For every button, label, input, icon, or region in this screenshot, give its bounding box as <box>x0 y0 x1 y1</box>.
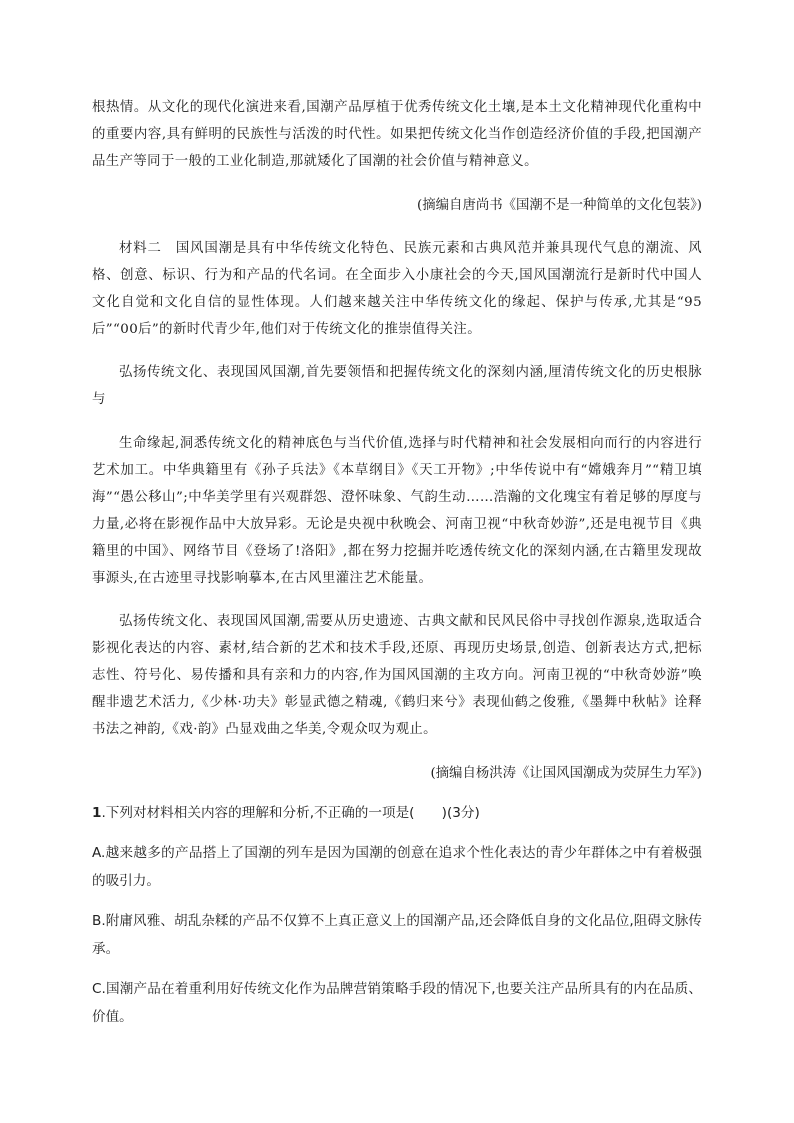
question-stem <box>92 799 702 827</box>
paragraph-heritage-intro: 弘扬传统文化、表现国风国潮,首先要领悟和把握传统文化的深刻内涵,厘清传统文化的历史根脉与 <box>92 365 702 407</box>
paragraph-material-two: 材料二 国风国潮是具有中华传统文化特色、民族元素和古典风范并兼具现代气息的潮流、风格、创意、标识、行为和产品的代名词。在全面步入小康社会的今天,国风国潮流行是新时代中国人文化自觉和文化自信的显性体现。人们越来越关注中华传统文化的缘起、保护与传承,尤其是“95后”“00后”的新时代青少年,他们对于传统文化的推崇值得关注。 <box>92 241 702 337</box>
paragraph-heritage-sources: 弘扬传统文化、表现国风国潮,需要从历史遗迹、古典文献和民风民俗中寻找创作源泉,选取适合影视化表达的内容、素材,结合新的艺术和技术手段,还原、再现历史场景,创造、创新表达方式,把标志性、符号化、易传播和具有亲和力的内容,作为国风国潮的主攻方向。河南卫视的“中秋奇妙游”唤醒非遗艺术活力,《少林·功夫》彰显武德之精魂,《鹤归来兮》表现仙鹤之俊雅,《墨舞中秋帖》诠释书法之神韵,《戏·韵》凸显戏曲之华美,令观众叹为观止。 <box>92 614 702 737</box>
option-a: A.越来越多的产品搭上了国潮的列车是因为国潮的创意在追求个性化表达的青少年群体之中有着极强的吸引力。 <box>92 845 702 889</box>
source-citation-two: (摘编自杨洪涛《让国风国潮成为荧屏生力军》) <box>430 766 702 781</box>
paragraph-material-one-end: 根热情。从文化的现代化演进来看,国潮产品厚植于优秀传统文化土壤,是本土文化精神现代化重构中的重要内容,具有鲜明的民族性与活泼的时代性。如果把传统文化当作创造经济价值的手段,把国潮产品生产等同于一般的工业化制造,那就矮化了国潮的社会价值与精神意义。 <box>92 100 702 169</box>
question-number: 1 <box>92 805 102 821</box>
document-page <box>92 94 702 1031</box>
option-c: C.国潮产品在着重利用好传统文化作为品牌营销策略手段的情况下,也要关注产品所具有的内在品质、价值。 <box>92 981 702 1025</box>
paragraph-heritage-roots: 生命缘起,洞悉传统文化的精神底色与当代价值,选择与时代精神和社会发展相向而行的内容进行艺术加工。中华典籍里有《孙子兵法》《本草纲目》《天工开物》;中华传说中有“嫦娥奔月”“精卫填海”“愚公移山”;中华美学里有兴观群怨、澄怀味象、气韵生动……浩瀚的文化瑰宝有着足够的厚度与力量,必将在影视作品中大放异彩。无论是央视中秋晚会、河南卫视“中秋奇妙游”,还是电视节目《典籍里的中国》、网络节目《登场了!洛阳》,都在努力挖掘并吃透传统文化的深刻内涵,在古籍里发现故事源头,在古迹里寻找影响摹本,在古风里灌注艺术能量。 <box>92 436 702 586</box>
source-citation-one: (摘编自唐尚书《国潮不是一种简单的文化包装》) <box>417 198 702 213</box>
option-b: B.附庸风雅、胡乱杂糅的产品不仅算不上真正意义上的国潮产品,还会降低自身的文化品位,阻碍文脉传承。 <box>92 913 702 957</box>
question-stem-text: .下列对材料相关内容的理解和分析,不正确的一项是( )(3分) <box>101 805 480 821</box>
